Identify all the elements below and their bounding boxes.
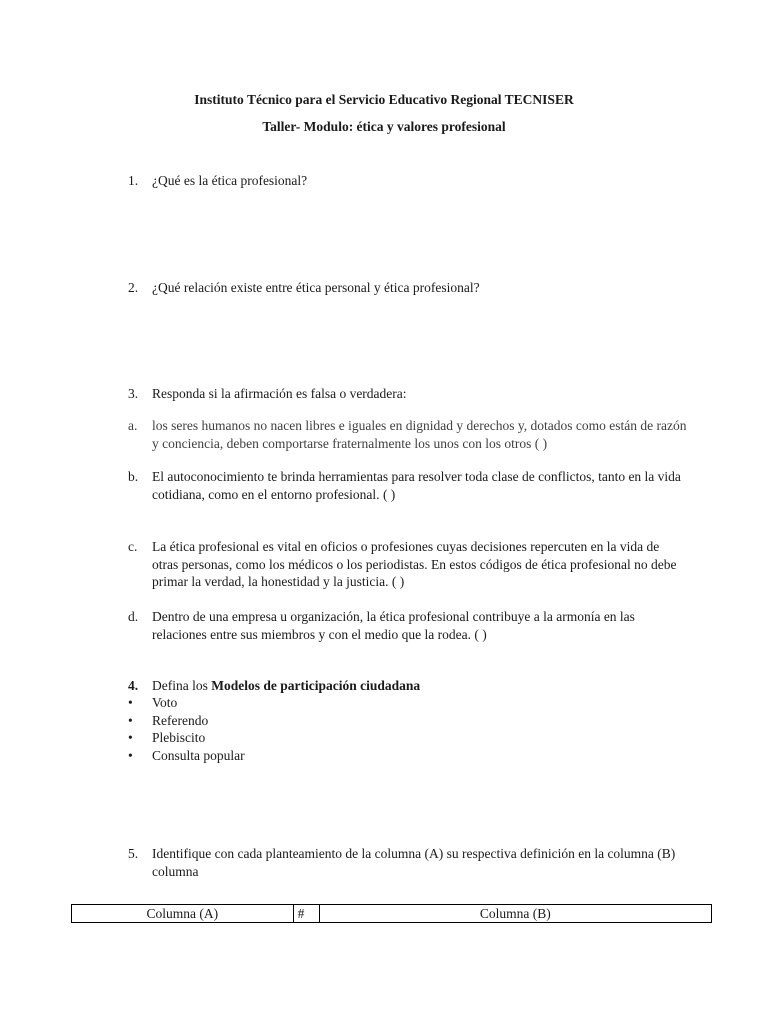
- question-text: ¿Qué relación existe entre ética personal y ética profesional?: [152, 280, 480, 295]
- question-text: Responda si la afirmación es falsa o verdadera:: [152, 386, 407, 401]
- bullet-icon: •: [128, 730, 133, 745]
- statement-b: [128, 468, 688, 503]
- matching-table: [71, 904, 712, 923]
- question-2: [128, 279, 688, 297]
- answer-blank[interactable]: ( ): [474, 626, 487, 642]
- list-item-label: Consulta popular: [152, 747, 245, 763]
- list-item-label: Referendo: [152, 712, 209, 728]
- answer-blank[interactable]: ( ): [382, 486, 396, 502]
- statement-text: La ética profesional es vital en oficios o profesiones cuyas decisiones repercuten en la vida de otras personas, como los médicos o los periodistas. En estos códigos de ética profesional no debe primar la verdad, la honestidad y la justicia.: [152, 539, 677, 589]
- question-1: [128, 172, 688, 190]
- table-header-row: [72, 905, 712, 923]
- statement-d: [128, 608, 688, 643]
- answer-blank[interactable]: ( ): [391, 574, 405, 589]
- question-text: Defina los: [152, 678, 208, 693]
- institute-title: Instituto Técnico para el Servicio Educativo Regional TECNISER: [194, 92, 574, 107]
- bullet-icon: •: [128, 712, 133, 728]
- statement-letter: b.: [128, 469, 139, 484]
- bullet-icon: •: [128, 695, 133, 710]
- statement-letter: d.: [128, 609, 139, 624]
- answer-blank[interactable]: ( ): [534, 435, 548, 451]
- statement-text: El autoconocimiento te brinda herramientas para resolver toda clase de conflictos, tanto en la vida cotidiana, como en el entorno profesional.: [152, 469, 681, 502]
- question-5: [128, 845, 688, 880]
- question-number: 3.: [128, 386, 139, 401]
- question-number: 5.: [128, 846, 139, 861]
- statement-letter: a.: [128, 418, 138, 433]
- question-text: Identifique con cada planteamiento de la columna (A) su respectiva definición en la columna (B) columna: [152, 846, 676, 879]
- list-item-label: Voto: [152, 695, 178, 710]
- question-topic: Modelos de participación ciudadana: [211, 678, 421, 693]
- question-text: ¿Qué es la ética profesional?: [152, 173, 308, 188]
- statement-a: [128, 417, 688, 452]
- list-item-label: Plebiscito: [152, 730, 206, 745]
- statement-c: [128, 538, 688, 591]
- question-number: 2.: [128, 280, 139, 295]
- question-4: [128, 677, 688, 695]
- bullet-icon: •: [128, 747, 133, 763]
- statement-text: los seres humanos no nacen libres e iguales en dignidad y derechos y, dotados como están de razón y conciencia, deben comportarse fraternalmente los unos con los otros: [152, 418, 687, 451]
- question-number: 4.: [128, 678, 139, 693]
- column-a-header: Columna (A): [72, 905, 294, 923]
- question-3: [128, 385, 688, 403]
- question-number: 1.: [128, 173, 139, 188]
- column-b-header: Columna (B): [319, 905, 711, 923]
- workshop-title: Taller- Modulo: ética y valores profesional: [262, 119, 506, 134]
- statement-text: Dentro de una empresa u organización, la ética profesional contribuye a la armonía en las relaciones entre sus miembros y con el medio que la rodea.: [152, 609, 635, 642]
- number-column-header: #: [293, 905, 319, 923]
- statement-letter: c.: [128, 539, 138, 554]
